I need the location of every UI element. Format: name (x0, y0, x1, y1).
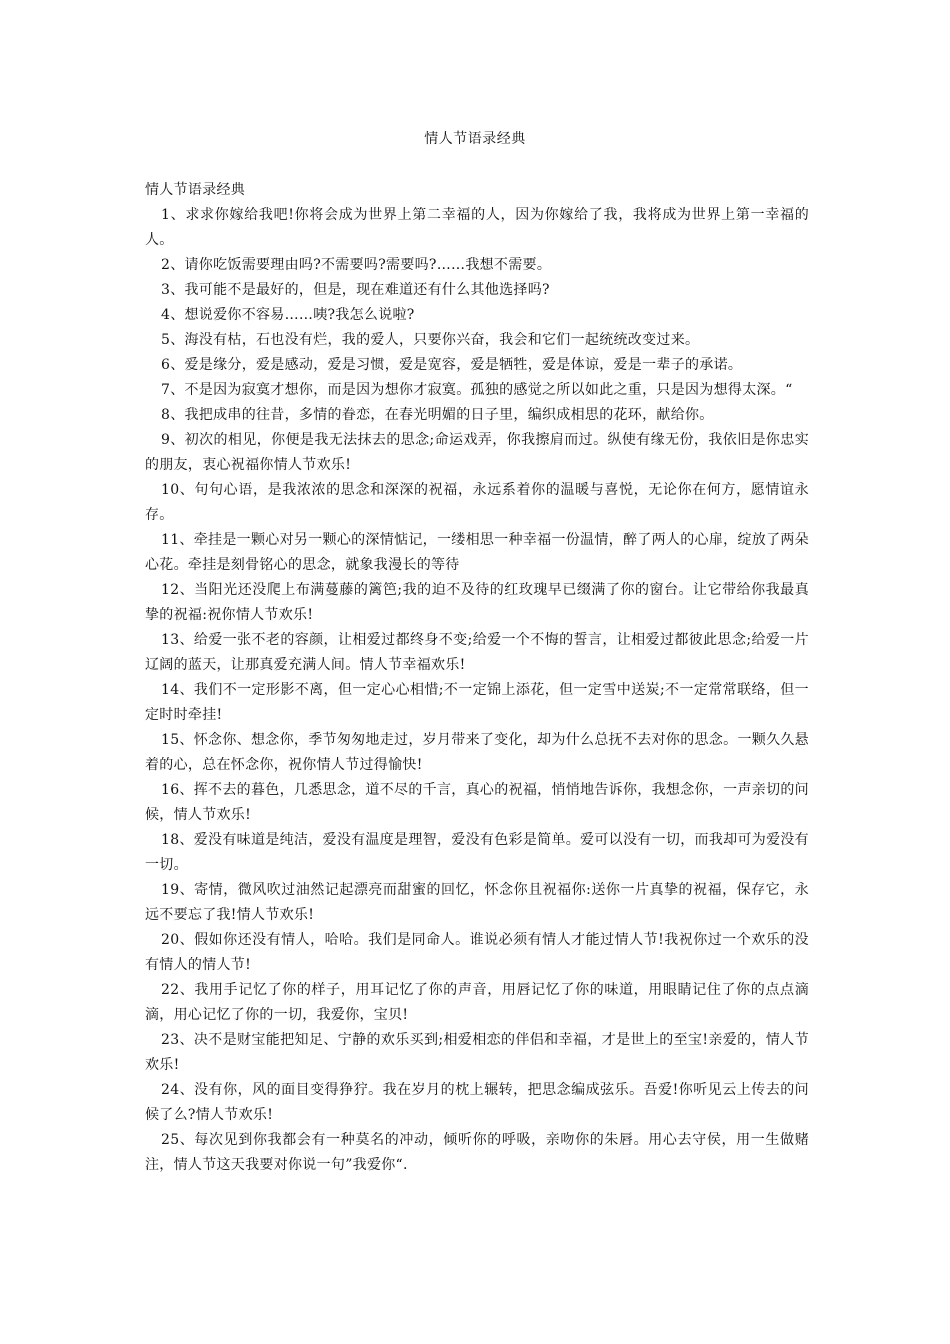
quote-item-4: 4、想说爱你不容易……咦?我怎么说啦? (161, 307, 415, 323)
quote-item-7: 7、不是因为寂寞才想你，而是因为想你才寂寞。孤独的感觉之所以如此之重，只是因为想得太深。“ (161, 382, 793, 398)
quote-item-13: 13、给爱一张不老的容颜，让相爱过都终身不变;给爱一个不悔的誓言，让相爱过都彼此思念;给爱一片辽阔的蓝天，让那真爱充满人间。情人节幸福欢乐! (145, 632, 809, 673)
quote-item-20: 20、假如你还没有情人，哈哈。我们是同命人。谁说必须有情人才能过情人节!我祝你过一个欢乐的没有情人的情人节! (145, 932, 809, 973)
quote-item-12: 12、当阳光还没爬上布满蔓藤的篱笆;我的迫不及待的红玫瑰早已缀满了你的窗台。让它带给你我最真挚的祝福:祝你情人节欢乐! (145, 582, 809, 623)
quote-item-25: 25、每次见到你我都会有一种莫名的冲动，倾听你的呼吸，亲吻你的朱唇。用心去守侯，用一生做赌注，情人节这天我要对你说一句”我爱你“. (145, 1132, 809, 1173)
quote-item-11: 11、牵挂是一颗心对另一颗心的深情惦记，一缕相思一种幸福一份温情，醉了两人的心扉，绽放了两朵心花。牵挂是刻骨铭心的思念，就象我漫长的等待 (145, 532, 809, 573)
quote-item-1: 1、求求你嫁给我吧!你将会成为世界上第二幸福的人，因为你嫁给了我，我将成为世界上第一幸福的人。 (145, 207, 809, 248)
quote-item-3: 3、我可能不是最好的，但是，现在难道还有什么其他选择吗? (161, 282, 550, 298)
quote-item-6: 6、爱是缘分，爱是感动，爱是习惯，爱是宽容，爱是牺牲，爱是体谅，爱是一辈子的承诺。 (161, 357, 743, 373)
quote-item-10: 10、句句心语，是我浓浓的思念和深深的祝福，永远系着你的温暖与喜悦，无论你在何方，愿情谊永存。 (145, 482, 809, 523)
quote-item-8: 8、我把成串的往昔，多情的眷恋，在春光明媚的日子里，编织成相思的花环，献给你。 (161, 407, 714, 423)
quote-item-23: 23、决不是财宝能把知足、宁静的欢乐买到;相爱相恋的伴侣和幸福，才是世上的至宝!亲爱的，情人节欢乐! (145, 1032, 809, 1073)
quote-item-15: 15、怀念你、想念你，季节匆匆地走过，岁月带来了变化，却为什么总抚不去对你的思念。一颗久久悬着的心，总在怀念你，祝你情人节过得愉快! (145, 732, 809, 773)
quote-item-18: 18、爱没有味道是纯洁，爱没有温度是理智，爱没有色彩是简单。爱可以没有一切，而我却可为爱没有一切。 (145, 832, 809, 873)
document-body (145, 178, 809, 1178)
quote-item-5: 5、海没有枯，石也没有烂，我的爱人，只要你兴奋，我会和它们一起统统改变过来。 (161, 332, 700, 348)
document-title: 情人节语录经典 (424, 131, 526, 147)
quote-item-2: 2、请你吃饭需要理由吗?不需要吗?需要吗?……我想不需要。 (161, 257, 552, 273)
quote-item-16: 16、挥不去的暮色，几悉思念，道不尽的千言，真心的祝福，悄悄地告诉你，我想念你，一声亲切的问候，情人节欢乐! (145, 782, 809, 823)
quote-item-24: 24、没有你，风的面目变得狰狞。我在岁月的枕上辗转，把思念编成弦乐。吾爱!你听见云上传去的问候了么?情人节欢乐! (145, 1082, 809, 1123)
quote-item-19: 19、寄情，微风吹过油然记起漂亮而甜蜜的回忆，怀念你且祝福你:送你一片真挚的祝福，保存它，永远不要忘了我!情人节欢乐! (145, 882, 809, 923)
quote-item-22: 22、我用手记忆了你的样子，用耳记忆了你的声音，用唇记忆了你的味道，用眼睛记住了你的点点滴滴，用心记忆了你的一切，我爱你，宝贝! (145, 982, 809, 1023)
quote-item-9: 9、初次的相见，你便是我无法抹去的思念;命运戏弄，你我擦肩而过。纵使有缘无份，我依旧是你忠实的朋友，衷心祝福你情人节欢乐! (145, 432, 809, 473)
document-subtitle: 情人节语录经典 (145, 182, 246, 198)
quote-item-14: 14、我们不一定形影不离，但一定心心相惜;不一定锦上添花，但一定雪中送炭;不一定常常联络，但一定时时牵挂! (145, 682, 809, 723)
